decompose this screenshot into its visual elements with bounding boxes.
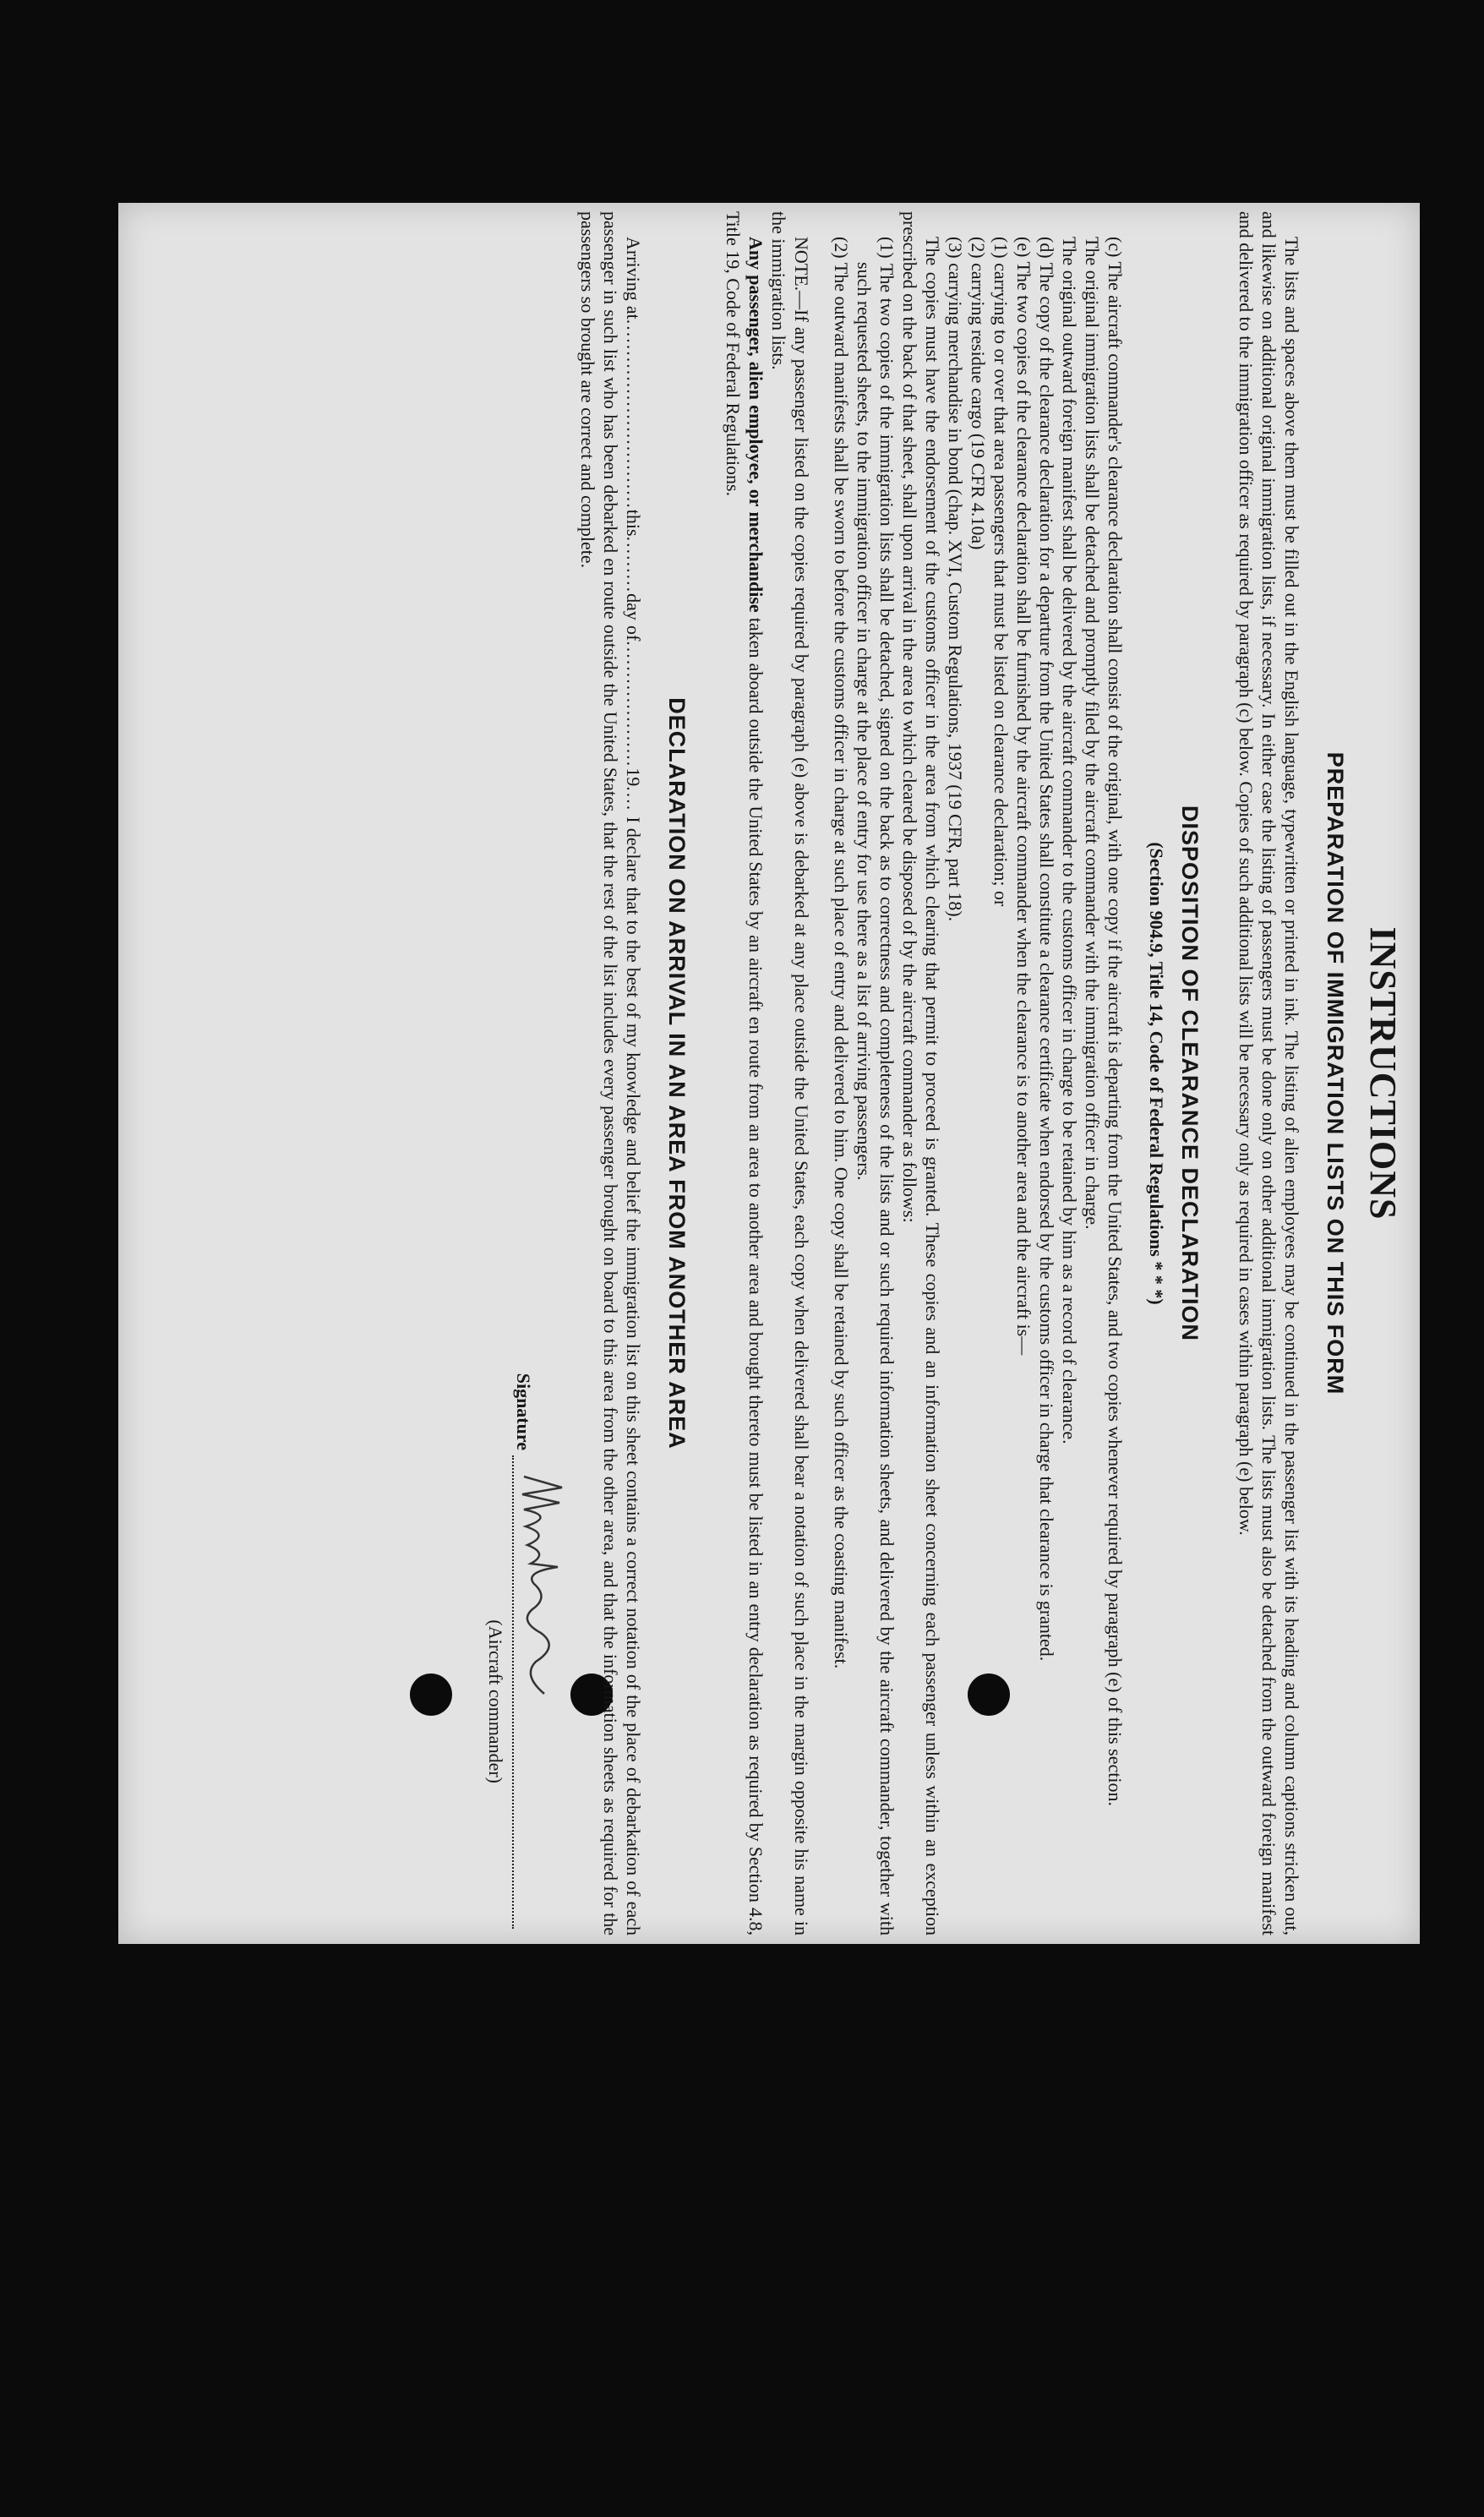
paragraph-c-3: The original outward foreign manifest shall be delivered by the aircraft commander to the customs officer in charge to be retained by him as a record of clearance. — [1059, 237, 1080, 1444]
note-paragraph: NOTE.—If any passenger listed on the copies required by paragraph (e) above is debarked at any place outside the United States, each copy when delivered shall bear a notation of such place in the margin opposite his name in the immigration lists. — [768, 211, 812, 1936]
note-paragraph-2 — [722, 211, 767, 1936]
paragraph-e-2: The copies must have the endorsement of the customs officer in the area from which clearing that permit to proceed is granted. These copies and an information sheet concerning each passenger unless within an exception prescribed on the back of that sheet, shall upon arrival in the area to which cleared be disposed of by the aircraft commander as follows: — [899, 211, 943, 1936]
declaration-text — [576, 211, 645, 1936]
list-item: (2) The outward manifests shall be sworn to before the customs officer in charge at such place of entry and delivered to him. One copy shall be retained by such officer as the coasting manifest. — [831, 237, 852, 1669]
disposition-body — [722, 211, 1127, 1936]
day-of-label: day of — [623, 593, 644, 642]
declaration-body: I declare that to the best of my knowledge and belief the immigration list on this sheet contains a correct notation of the place of debarkation of each passenger in such list who has been debarked en route outside the United States, that the rest of the list includes every passenger brought on board to this area from the other area, and that the information sheets as required for the passengers so brought are correct and complete. — [577, 211, 644, 1936]
signature-caption: (Aircraft commander) — [485, 1619, 506, 1783]
list-item: (1) The two copies of the immigration lists shall be detached, signed on the back as to correctness and completeness of the lists and or such required information sheets, and delivered by the aircraft commander, together with such requested sheets, to the immigration officer in charge at the place of entry for use there as a list of arriving passengers. — [854, 237, 897, 1936]
preparation-heading: PREPARATION OF IMMIGRATION LISTS ON THIS FORM — [1323, 751, 1348, 1395]
paragraph-d: (d) The copy of the clearance declaration for a departure from the United States shall constitute a clearance certificate when endorsed by the customs officer in charge that clearance is granted. — [1036, 237, 1057, 1662]
disposition-subheading: (Section 904.9, Title 14, Code of Federal Regulations * * *) — [1146, 842, 1167, 1305]
rotated-document-content — [110, 211, 1404, 1936]
declaration-heading: DECLARATION ON ARRIVAL IN AN AREA FROM ANOTHER AREA — [664, 697, 690, 1450]
day-blank[interactable]: ......... — [623, 536, 644, 594]
arriving-label: Arriving at — [623, 237, 644, 319]
signature-label: Signature — [513, 1373, 534, 1450]
list-item: (2) carrying residue cargo (19 CFR 4.10a) — [968, 237, 989, 550]
this-label: this — [623, 509, 644, 537]
signature-field[interactable] — [512, 1455, 558, 1929]
year-blank[interactable]: .... — [623, 786, 644, 812]
paragraph-c: (c) The aircraft commander's clearance declaration shall consist of the original, with one copy if the aircraft is departing from the United States, and two copies whenever required by paragraph (e) of this section. — [1105, 237, 1126, 1806]
note-bold-text: Any passenger, alien employee, or merchandise — [745, 237, 767, 613]
arriving-place-blank[interactable]: .............................. — [623, 319, 644, 510]
signature-row — [512, 211, 558, 1936]
document-title: INSTRUCTIONS — [1362, 926, 1404, 1220]
disposition-heading: DISPOSITION OF CLEARANCE DECLARATION — [1177, 805, 1203, 1341]
month-blank[interactable]: .................... — [623, 641, 644, 768]
handwritten-signature — [507, 1472, 575, 1726]
list-item: (1) carrying to or over that area passengers that must be listed on clearance declaration; or — [990, 237, 1012, 907]
preparation-text: The lists and spaces above them must be filled out in the English language, typewritten or printed in ink. The listing of alien employees may be continued in the passenger list with its heading and column captions stricken out, and likewise on additional original immigration lists, if necessary. In either case the listing of passengers must be done only on other additional immigration lists. The lists must also be detached from the outward foreign manifest and delivered to the immigration officer as required by paragraph (c) below. Copies of such additional lists will be necessary only as required in cases within paragraph (e) below. — [1236, 211, 1302, 1936]
list-item: (3) carrying merchandise in bond (chap. XVI, Custom Regulations, 1937 (19 CFR, part 18). — [945, 237, 966, 922]
note-rest-text: taken aboard outside the United States by an aircraft en route from an area to another area and brought thereto must be listed in an entry declaration as required by Section 4.8, Title 19, Code of Federal Regulations. — [723, 211, 767, 1936]
year-label: 19 — [623, 767, 644, 787]
paragraph-c-2: The original immigration lists shall be detached and promptly filed by the aircraft commander with the immigration officer in charge. — [1082, 237, 1103, 1230]
paragraph-e: (e) The two copies of the clearance declaration shall be furnished by the aircraft commander when the clearance is to another area and the aircraft is— — [1013, 237, 1034, 1356]
